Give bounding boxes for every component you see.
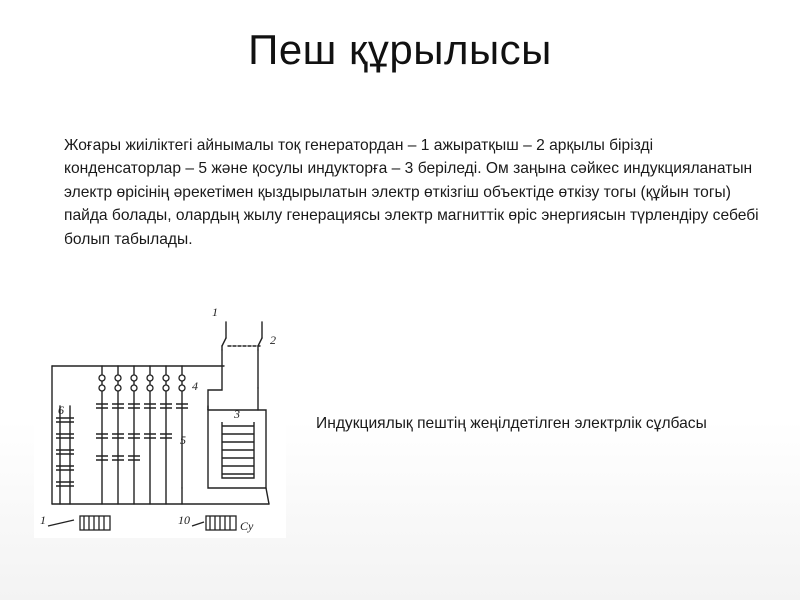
capacitor-node (147, 385, 153, 391)
body-paragraph: Жоғары жиіліктегі айнымалы тоқ генератордан – 1 ажыратқыш – 2 арқылы бірізді конденсаторлар – 5 және қосулы индукторға – 3 беріледі. Ом заңына сәйкес индукцияланатын электр өрісінің әрекетімен қыздырылатын электр өткізгіш объектіде өткізу тогы (құйын тогы) пайда болады, олардың жылу генерациясы электр магниттік өріс энергиясын түрлендіру себебі болып табылады. (64, 137, 759, 248)
pointer-line-right (192, 522, 204, 526)
diagram-caption: Индукциялық пештің жеңілдетілген электрлік сұлбасы (316, 415, 707, 432)
inductor-return (266, 488, 269, 504)
capacitor-node (131, 385, 137, 391)
slide-title: Пеш құрылысы (248, 26, 552, 73)
capacitor-node (99, 375, 105, 381)
capacitor-node (131, 375, 137, 381)
capacitor-row-4 (99, 375, 185, 391)
switch-blade-left (222, 338, 226, 346)
label-inductor: 3 (234, 407, 240, 421)
inductor-feed-left (208, 366, 222, 410)
capacitor-node (99, 385, 105, 391)
label-capacitors-lower: 5 (180, 433, 186, 447)
label-bottom-left: 1 (40, 513, 46, 527)
label-bottom-right: 10 (178, 513, 190, 527)
capacitor-node (115, 375, 121, 381)
capacitor-node (147, 375, 153, 381)
capacitor-bank-6 (56, 418, 74, 486)
label-capacitor-row: 4 (192, 379, 198, 393)
pointer-line-left (48, 520, 74, 526)
capacitor-node (163, 375, 169, 381)
label-bottom-cy: Cy (240, 519, 254, 533)
induction-furnace-circuit-diagram (34, 298, 286, 538)
label-switch-contacts: 2 (270, 333, 276, 347)
capacitor-node (179, 385, 185, 391)
label-capacitor-bank: 6 (58, 403, 64, 417)
inductor-coil (222, 422, 254, 478)
capacitor-node (115, 385, 121, 391)
circuit-svg (34, 298, 286, 538)
switch-blade-right (258, 338, 262, 346)
capacitor-node (163, 385, 169, 391)
capacitor-node (179, 375, 185, 381)
bottom-coils (48, 516, 236, 530)
label-switch: 1 (212, 305, 218, 319)
inductor-housing (208, 410, 266, 488)
capacitors-5 (96, 404, 188, 460)
